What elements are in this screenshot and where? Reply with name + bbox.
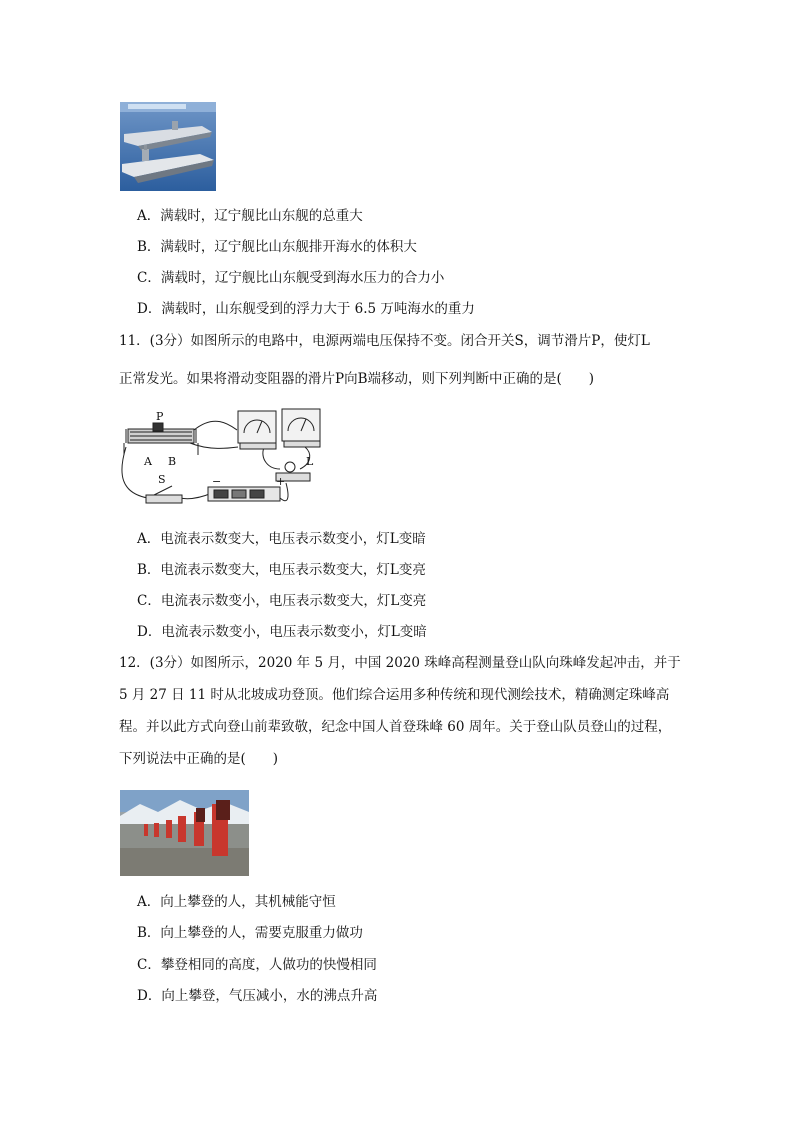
- label-s: S: [158, 473, 166, 486]
- label-p: P: [156, 410, 164, 423]
- option-a: A．电流表示数变大，电压表示数变小，灯L变暗: [137, 531, 426, 547]
- label-b: B: [168, 455, 177, 468]
- option-d: D．满载时，山东舰受到的浮力大于 6.5 万吨海水的重力: [137, 301, 475, 317]
- label-minus: −: [212, 475, 222, 488]
- question-12-stem-line3: 程。并以此方式向登山前辈致敬，纪念中国人首登珠峰 60 周年。关于登山队员登山的过程，: [119, 719, 672, 735]
- option-d: D．向上攀登，气压减小，水的沸点升高: [137, 988, 378, 1004]
- question-11-stem-line2: 正常发光。如果将滑动变阻器的滑片P向B端移动，则下列判断中正确的是( ): [119, 371, 595, 387]
- question-12-stem-line2: 5 月 27 日 11 时从北坡成功登顶。他们综合运用多种传统和现代测绘技术，精确测定珠峰高: [119, 687, 670, 703]
- option-a: A．向上攀登的人，其机械能守恒: [137, 894, 336, 910]
- option-d: D．电流表示数变小，电压表示数变小，灯L变暗: [137, 624, 427, 640]
- label-plus: +: [276, 475, 286, 488]
- question-12-stem-line4: 下列说法中正确的是( ): [119, 751, 279, 767]
- question-11-stem-line1: 11．(3分）如图所示的电路中，电源两端电压保持不变。闭合开关S，调节滑片P，使灯L: [119, 333, 650, 349]
- label-a: A: [144, 455, 152, 468]
- mountaineers-photo: [120, 790, 249, 876]
- option-c: C．电流表示数变小，电压表示数变大，灯L变亮: [137, 593, 427, 609]
- aircraft-carrier-photo: [120, 102, 216, 191]
- option-b: B．满载时，辽宁舰比山东舰排开海水的体积大: [137, 239, 417, 255]
- option-b: B．向上攀登的人，需要克服重力做功: [137, 925, 363, 941]
- option-c: C．满载时，辽宁舰比山东舰受到海水压力的合力小: [137, 270, 445, 286]
- option-c: C．攀登相同的高度，人做功的快慢相同: [137, 957, 377, 973]
- question-12-stem-line1: 12．(3分）如图所示，2020 年 5 月，中国 2020 珠峰高程测量登山队向珠峰发起冲击，并于: [119, 655, 681, 671]
- label-l: L: [306, 455, 314, 468]
- circuit-diagram: [120, 403, 330, 518]
- option-b: B．电流表示数变大，电压表示数变大，灯L变亮: [137, 562, 426, 578]
- option-a: A．满载时，辽宁舰比山东舰的总重大: [137, 208, 363, 224]
